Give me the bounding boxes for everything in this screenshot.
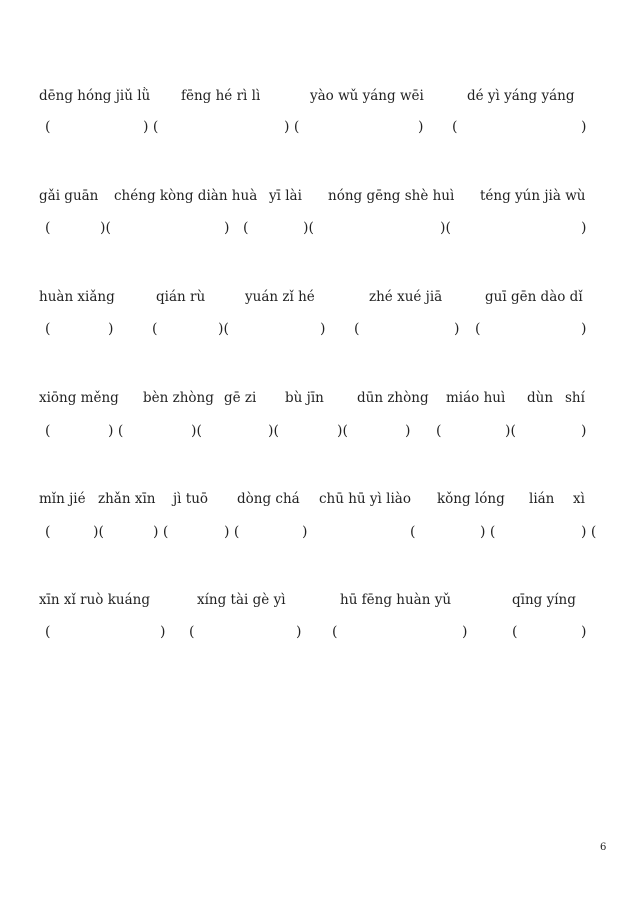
pinyin-row bbox=[0, 86, 640, 106]
pinyin-word: kǒng lóng bbox=[437, 491, 505, 507]
answer-bracket: ) bbox=[581, 321, 587, 337]
answer-bracket: ( bbox=[475, 321, 481, 337]
answer-bracket: ) bbox=[405, 423, 411, 439]
answer-bracket: ) bbox=[581, 119, 587, 135]
pinyin-word: huàn xiǎng bbox=[39, 289, 115, 305]
answer-bracket-row bbox=[0, 522, 640, 542]
pinyin-row bbox=[0, 186, 640, 206]
answer-bracket: ( bbox=[243, 220, 249, 236]
answer-bracket: ) bbox=[224, 220, 230, 236]
answer-bracket: )( bbox=[100, 220, 111, 236]
answer-bracket: ( bbox=[189, 624, 195, 640]
answer-bracket: ) ( bbox=[108, 423, 124, 439]
pinyin-row bbox=[0, 388, 640, 408]
answer-bracket: ) bbox=[302, 524, 308, 540]
answer-bracket: ( bbox=[45, 321, 51, 337]
answer-bracket: ) bbox=[581, 220, 587, 236]
answer-bracket: ) ( bbox=[153, 524, 169, 540]
pinyin-word: gǎi guān bbox=[39, 188, 99, 204]
pinyin-word: mǐn jié bbox=[39, 491, 86, 507]
answer-bracket: ) bbox=[108, 321, 114, 337]
pinyin-word: téng yún jià wù bbox=[480, 188, 586, 204]
pinyin-word: fēng hé rì lì bbox=[181, 88, 261, 104]
answer-bracket: )( bbox=[303, 220, 314, 236]
answer-bracket: ) bbox=[581, 423, 587, 439]
answer-bracket: )( bbox=[268, 423, 279, 439]
pinyin-word: xíng tài gè yì bbox=[197, 592, 286, 608]
pinyin-row bbox=[0, 590, 640, 610]
answer-bracket-row bbox=[0, 319, 640, 339]
answer-bracket: ) bbox=[160, 624, 166, 640]
answer-bracket-row bbox=[0, 218, 640, 238]
pinyin-word: qián rù bbox=[156, 289, 206, 305]
pinyin-word: dùn bbox=[527, 390, 554, 406]
answer-bracket: ) ( bbox=[143, 119, 159, 135]
pinyin-word: zhé xué jiā bbox=[369, 289, 443, 305]
answer-bracket: ( bbox=[45, 423, 51, 439]
pinyin-word: yuán zǐ hé bbox=[245, 289, 315, 305]
pinyin-word: gē zi bbox=[224, 390, 257, 406]
answer-bracket: )( bbox=[191, 423, 202, 439]
pinyin-word: lián bbox=[529, 491, 555, 507]
pinyin-word: hū fēng huàn yǔ bbox=[340, 592, 452, 608]
answer-bracket: ) bbox=[454, 321, 460, 337]
answer-bracket: ( bbox=[45, 624, 51, 640]
answer-bracket: ( bbox=[354, 321, 360, 337]
answer-bracket: ) ( bbox=[224, 524, 240, 540]
answer-bracket: ( bbox=[512, 624, 518, 640]
pinyin-word: dēng hóng jiǔ lǜ bbox=[39, 88, 151, 104]
pinyin-word: jì tuō bbox=[173, 491, 209, 507]
answer-bracket: ( bbox=[436, 423, 442, 439]
pinyin-word: guī gēn dào dǐ bbox=[485, 289, 583, 305]
answer-bracket: ( bbox=[452, 119, 458, 135]
pinyin-word: zhǎn xīn bbox=[98, 491, 156, 507]
pinyin-word: bù jīn bbox=[285, 390, 324, 406]
pinyin-word: miáo huì bbox=[446, 390, 506, 406]
answer-bracket: ) ( bbox=[581, 524, 597, 540]
answer-bracket: ( bbox=[45, 220, 51, 236]
answer-bracket: )( bbox=[440, 220, 451, 236]
pinyin-word: xīn xǐ ruò kuáng bbox=[39, 592, 150, 608]
answer-bracket: ( bbox=[45, 524, 51, 540]
answer-bracket-row bbox=[0, 117, 640, 137]
pinyin-word: dūn zhòng bbox=[357, 390, 429, 406]
pinyin-word: shí bbox=[565, 390, 585, 406]
answer-bracket: )( bbox=[505, 423, 516, 439]
pinyin-word: xiōng měng bbox=[39, 390, 119, 406]
pinyin-word: nóng gēng shè huì bbox=[328, 188, 455, 204]
answer-bracket: ) bbox=[418, 119, 424, 135]
answer-bracket: ( bbox=[410, 524, 416, 540]
answer-bracket: )( bbox=[337, 423, 348, 439]
answer-bracket: ( bbox=[152, 321, 158, 337]
answer-bracket: ) bbox=[296, 624, 302, 640]
answer-bracket: )( bbox=[93, 524, 104, 540]
pinyin-word: qīng yíng bbox=[512, 592, 576, 608]
answer-bracket-row bbox=[0, 421, 640, 441]
pinyin-word: dòng chá bbox=[237, 491, 300, 507]
pinyin-word: chū hū yì liào bbox=[319, 491, 411, 507]
pinyin-word: bèn zhòng bbox=[143, 390, 214, 406]
answer-bracket: ) ( bbox=[480, 524, 496, 540]
pinyin-word: yī lài bbox=[269, 188, 302, 204]
answer-bracket: ) ( bbox=[284, 119, 300, 135]
answer-bracket: ( bbox=[45, 119, 51, 135]
answer-bracket-row bbox=[0, 622, 640, 642]
pinyin-row bbox=[0, 489, 640, 509]
answer-bracket: ( bbox=[332, 624, 338, 640]
pinyin-word: xì bbox=[573, 491, 585, 507]
page-number: 6 bbox=[600, 842, 607, 853]
pinyin-word: chéng kòng diàn huà bbox=[114, 188, 258, 204]
answer-bracket: ) bbox=[581, 624, 587, 640]
answer-bracket: )( bbox=[218, 321, 229, 337]
answer-bracket: ) bbox=[320, 321, 326, 337]
pinyin-word: dé yì yáng yáng bbox=[467, 88, 575, 104]
answer-bracket: ) bbox=[462, 624, 468, 640]
pinyin-row bbox=[0, 287, 640, 307]
pinyin-word: yào wǔ yáng wēi bbox=[310, 88, 424, 104]
